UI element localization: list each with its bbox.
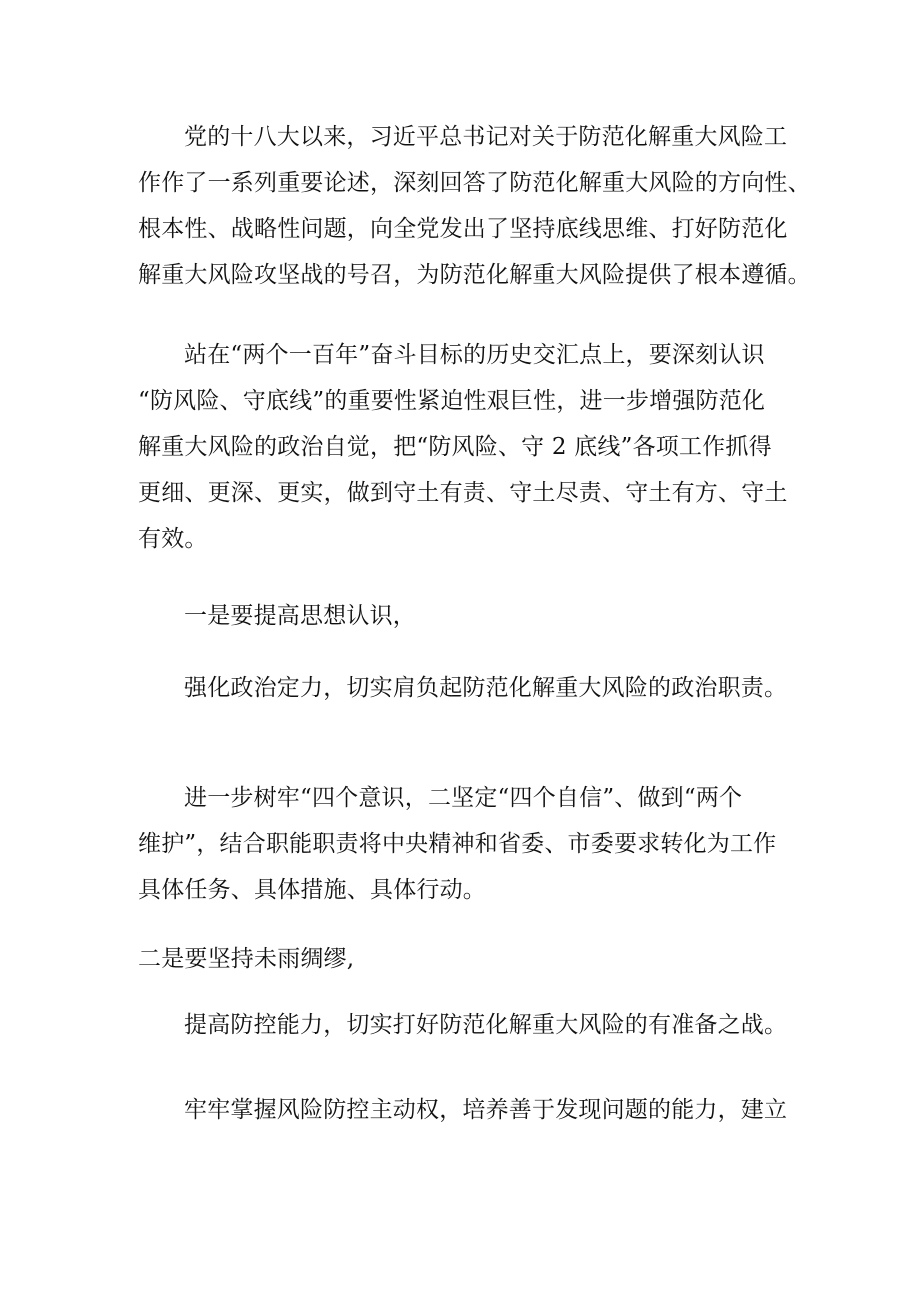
paragraph-prevention-capability bbox=[138, 1002, 798, 1048]
text-line: 解重大风险攻坚战的号召，为防范化解重大风险提供了根本遵循。 bbox=[138, 262, 811, 288]
paragraph-four-consciousness bbox=[138, 775, 798, 913]
text-line: 具体任务、具体措施、具体行动。 bbox=[138, 877, 486, 903]
paragraph-political-resolve bbox=[138, 665, 798, 711]
text-line: 有效。 bbox=[138, 526, 208, 552]
paragraph-risk-control-initiative bbox=[138, 1087, 798, 1133]
text-line: 一是要提高思想认识， bbox=[184, 603, 416, 629]
text-line: 二是要坚持未雨绸缪, bbox=[138, 946, 355, 972]
text-line: 解重大风险的政治自觉，把“防风险、守 2 底线”各项工作抓得 bbox=[138, 434, 772, 460]
text-line: 强化政治定力，切实肩负起防范化解重大风险的政治职责。 bbox=[184, 675, 788, 701]
text-line: 维护”，结合职能职责将中央精神和省委、市委要求转化为工作 bbox=[138, 831, 777, 857]
paragraph-leadership-overview bbox=[138, 114, 811, 298]
text-line: 提高防控能力，切实打好防范化解重大风险的有准备之战。 bbox=[184, 1012, 788, 1038]
section-heading-one bbox=[138, 593, 798, 639]
text-line: 站在“两个一百年”奋斗目标的历史交汇点上，要深刻认识 bbox=[184, 342, 765, 368]
text-line: 根本性、战略性问题，向全党发出了坚持底线思维、打好防范化 bbox=[138, 216, 788, 242]
text-line: 进一步树牢“四个意识，二坚定“四个自信”、做到“两个 bbox=[184, 785, 743, 811]
text-line: “防风险、守底线”的重要性紧迫性艰巨性，进一步增强防范化 bbox=[138, 388, 766, 414]
text-line: 作作了一系列重要论述，深刻回答了防范化解重大风险的方向性、 bbox=[138, 170, 811, 196]
section-heading-two bbox=[138, 936, 798, 982]
text-line: 更细、更深、更实，做到守土有责、守土尽责、守土有方、守土 bbox=[138, 480, 788, 506]
paragraph-two-centenary-goals bbox=[138, 332, 798, 562]
text-line: 牢牢掌握风险防控主动权，培养善于发现问题的能力，建立 bbox=[184, 1097, 788, 1123]
text-line: 党的十八大以来，习近平总书记对关于防范化解重大风险工 bbox=[184, 124, 788, 150]
